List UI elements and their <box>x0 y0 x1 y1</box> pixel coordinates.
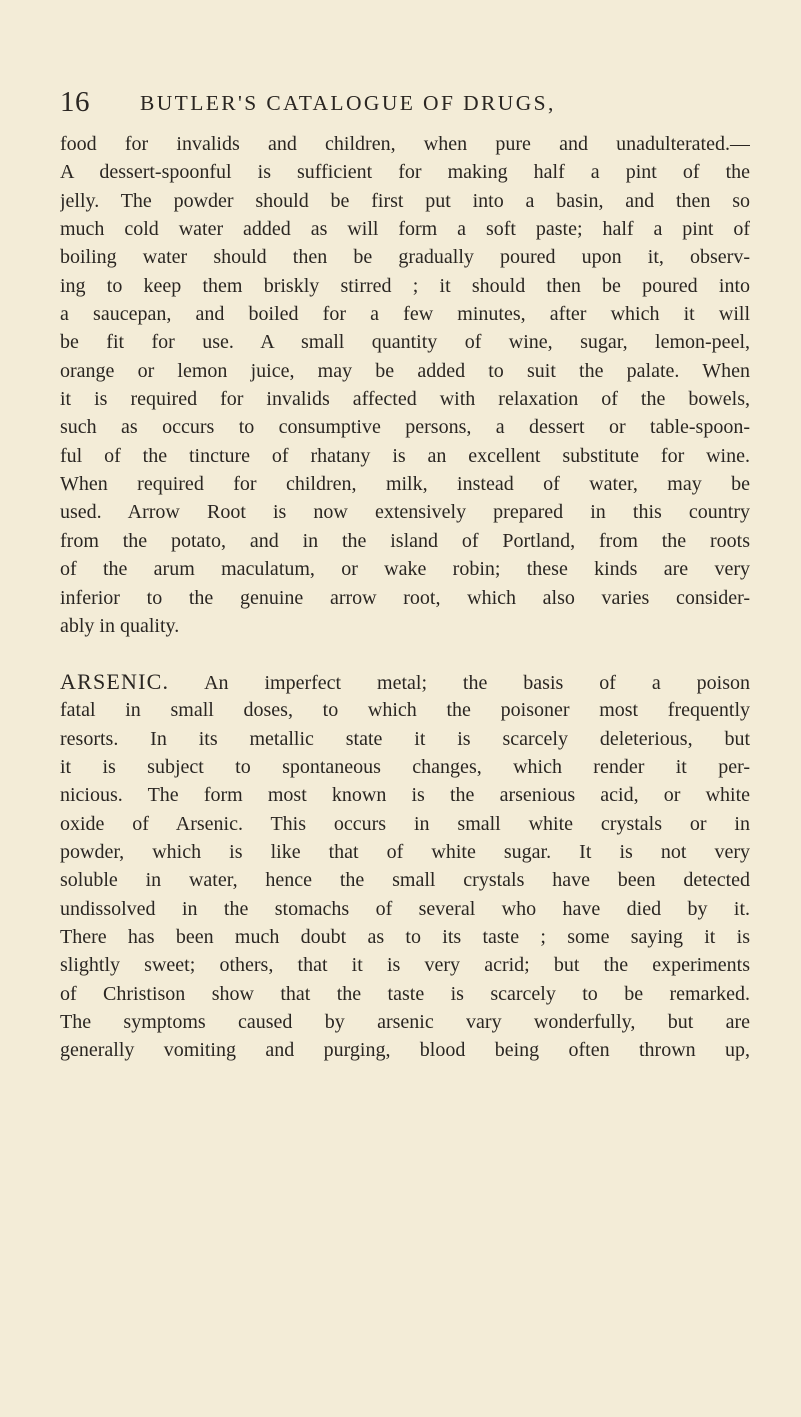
text-line: soluble in water, hence the small crystals have been detected <box>60 869 750 892</box>
text-line: oxide of Arsenic. This occurs in small white crystals or in <box>60 812 750 835</box>
text-line: ful of the tincture of rhatany is an excellent substitute for wine. <box>60 444 750 467</box>
paragraph-arrow-root <box>60 130 750 640</box>
text-line: resorts. In its metallic state it is scarcely deleterious, but <box>60 727 750 750</box>
text-line: be fit for use. A small quantity of wine, sugar, lemon-peel, <box>60 331 750 354</box>
text-line: When required for children, milk, instead of water, may be <box>60 473 750 496</box>
text-line: boiling water should then be gradually poured upon it, observ- <box>60 246 750 269</box>
text-line: powder, which is like that of white sugar. It is not very <box>60 841 750 864</box>
text-line: of Christison show that the taste is scarcely to be remarked. <box>60 982 750 1005</box>
text-line: used. Arrow Root is now extensively prepared in this country <box>60 501 750 524</box>
text-line: nicious. The form most known is the arsenious acid, or white <box>60 784 750 807</box>
text-line <box>60 668 750 696</box>
text-line: ing to keep them briskly stirred ; it should then be poured into <box>60 274 750 297</box>
paragraph-arsenic <box>60 668 750 1065</box>
text-line: of the arum maculatum, or wake robin; these kinds are very <box>60 558 750 581</box>
text-line: slightly sweet; others, that it is very acrid; but the experiments <box>60 954 750 977</box>
text-line: The symptoms caused by arsenic vary wonderfully, but are <box>60 1011 750 1034</box>
text-line: fatal in small doses, to which the poisoner most frequently <box>60 699 750 722</box>
running-title: BUTLER'S CATALOGUE OF DRUGS, <box>140 91 556 115</box>
page-number: 16 <box>60 86 90 118</box>
text-line: ably in quality. <box>60 614 180 637</box>
text-line: from the potato, and in the island of Portland, from the roots <box>60 529 750 552</box>
text-line: it is required for invalids affected with relaxation of the bowels, <box>60 388 750 411</box>
page-header <box>60 86 750 126</box>
text-line: orange or lemon juice, may be added to suit the palate. When <box>60 359 750 382</box>
text-line: inferior to the genuine arrow root, which also varies consider- <box>60 586 750 609</box>
text-line: it is subject to spontaneous changes, which render it per- <box>60 756 750 779</box>
text-line: food for invalids and children, when pure and unadulterated.— <box>60 133 750 155</box>
text-line: much cold water added as will form a soft paste; half a pint of <box>60 218 750 241</box>
text-line: jelly. The powder should be first put into a basin, and then so <box>60 189 750 212</box>
text-line: such as occurs to consumptive persons, a dessert or table-spoon- <box>60 416 750 439</box>
entry-first-line: An imperfect metal; the basis of a poison <box>204 672 750 694</box>
text-line: a saucepan, and boiled for a few minutes, after which it will <box>60 303 750 326</box>
entry-heading: ARSENIC. <box>60 669 170 694</box>
text-line: undissolved in the stomachs of several who have died by it. <box>60 897 750 920</box>
text-line: generally vomiting and purging, blood being often thrown up, <box>60 1039 750 1062</box>
text-line: There has been much doubt as to its taste ; some saying it is <box>60 926 750 949</box>
text-line: A dessert-spoonful is sufficient for making half a pint of the <box>60 161 750 184</box>
